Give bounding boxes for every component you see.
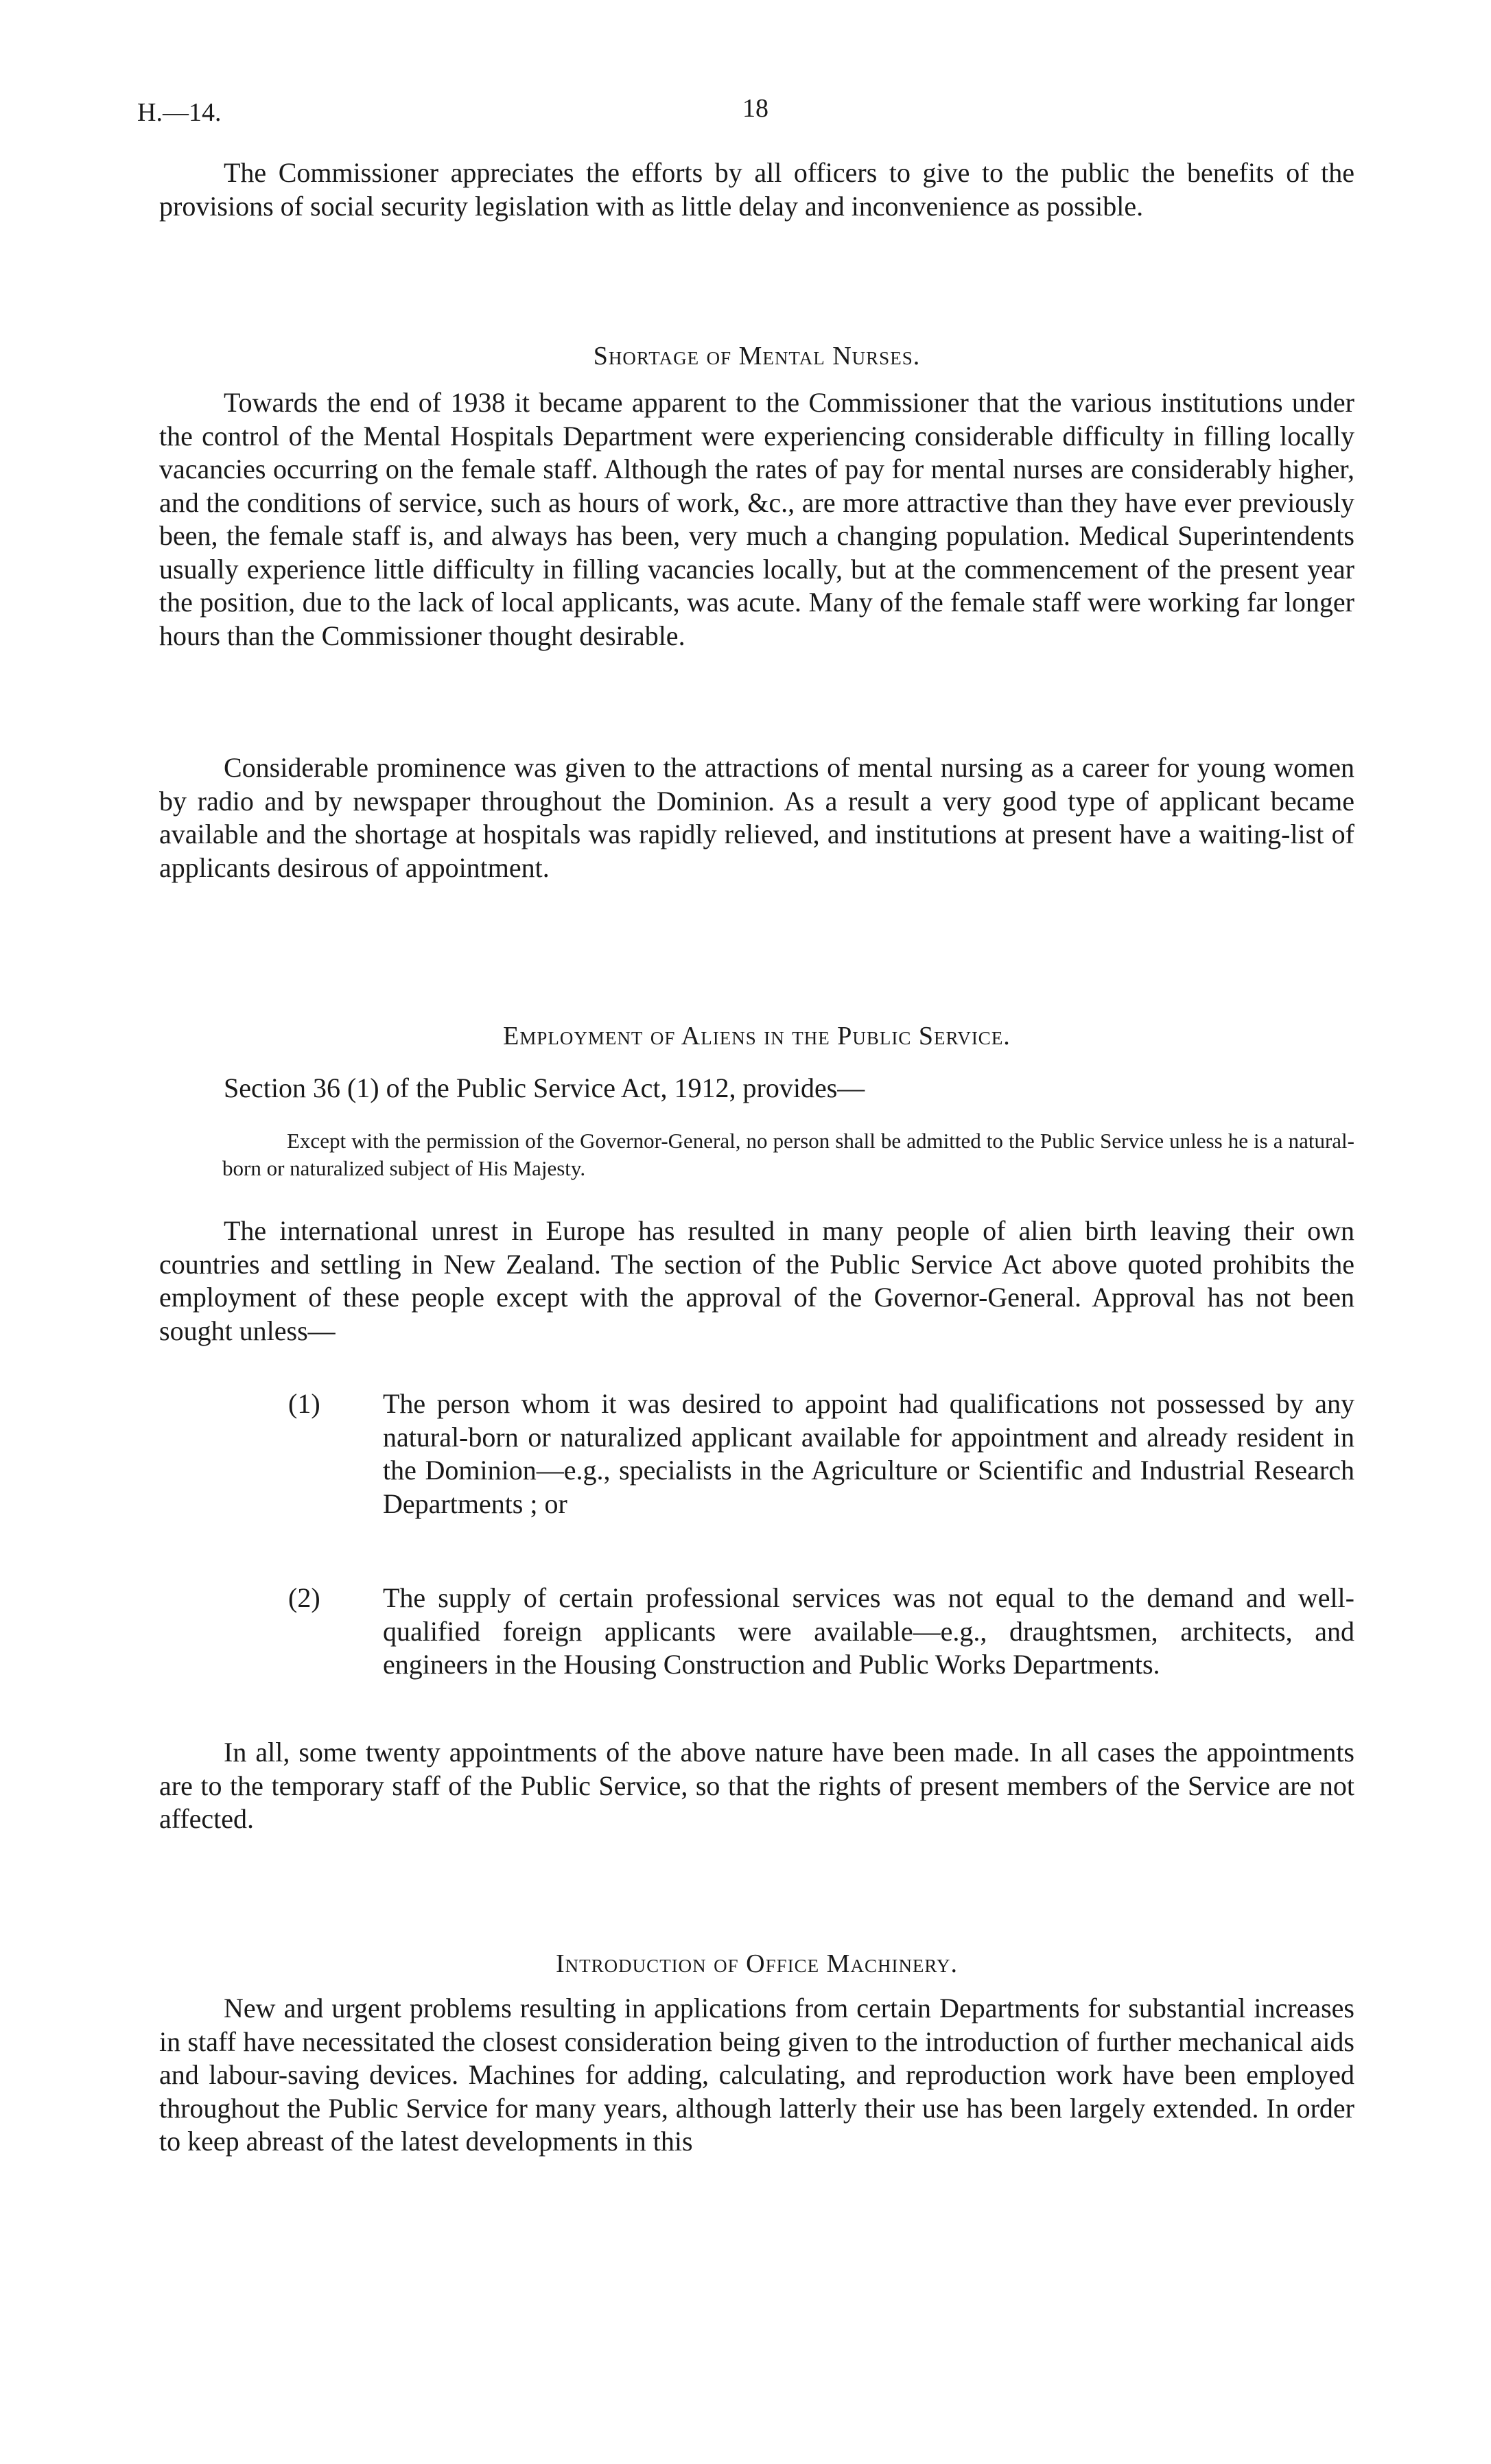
list-item-number: (1) (288, 1388, 320, 1419)
heading-office-machinery: Introduction of Office Machinery. (556, 1949, 958, 1978)
list-item-number: (2) (288, 1582, 320, 1613)
mental-nurses-section-2 (159, 751, 1354, 884)
mental-nurses-paragraph-2: Considerable prominence was given to the attractions of mental nursing as a career for young women by radio and by newspaper throughout the Dominion. As a result a very good type of applicant became available and the shortage at hospitals was rapidly relieved, and institutions at present have a waiting-list of applicants desirous of appointment. (159, 752, 1354, 883)
aliens-closing (159, 1736, 1354, 1836)
aliens-intro (159, 1072, 1354, 1105)
aliens-paragraph-3: In all, some twenty appointments of the above nature have been made. In all cases the appointments are to the temporary staff of the Public Service, so that the rights of present members of the Service are not affected. (159, 1737, 1354, 1834)
document-reference: H.—14. (137, 98, 222, 127)
mental-nurses-paragraph-1: Towards the end of 1938 it became apparent to the Commissioner that the various institutions under the control of the Mental Hospitals Department were experiencing considerable difficulty in filling locally vacancies occurring on the female staff. Although the rates of pay for mental nurses are considerably higher, and the conditions of service, such as hours of work, &c., are more attractive than they have ever previously been, the female staff is, and always has been, very much a changing population. Medical Superintendents usually experience little difficulty in filling vacancies locally, but at the commencement of the present year the position, due to the lack of local applicants, was acute. Many of the female staff were working far longer hours than the Commissioner thought desirable. (159, 387, 1354, 651)
heading-mental-nurses: Shortage of Mental Nurses. (593, 342, 921, 371)
mental-nurses-section (159, 386, 1354, 653)
aliens-paragraph-2: The international unrest in Europe has resulted in many people of alien birth leaving their own countries and settling in New Zealand. The section of the Public Service Act above quoted prohibits the employment of these people except with the approval of the Governor-General. Approval has not been sought unless— (159, 1215, 1354, 1346)
heading-aliens: Employment of Aliens in the Public Service. (503, 1022, 1011, 1051)
list-item (288, 1582, 1354, 1682)
aliens-paragraph-1: Section 36 (1) of the Public Service Act, 1912, provides— (224, 1072, 865, 1103)
list-item (288, 1387, 1354, 1521)
page-number: 18 (742, 94, 768, 123)
list-item-text: The supply of certain professional services was not equal to the demand and well-qualified foreign applicants were available—e.g., draughtsmen, architects, and engineers in the Housing Construction and Public Works Departments. (383, 1582, 1354, 1680)
office-machinery-section (159, 1992, 1354, 2159)
intro-section (159, 156, 1354, 223)
aliens-body (159, 1215, 1354, 1348)
act-quotation: Except with the permission of the Governor-General, no person shall be admitted to the Public Service unless he is a natural-born or naturalized subject of His Majesty. (222, 1129, 1354, 1180)
office-machinery-paragraph-1: New and urgent problems resulting in applications from certain Departments for substantial increases in staff have necessitated the closest consideration being given to the introduction of further mechanical aids and labour-saving devices. Machines for adding, calculating, and reproduction work have been employed throughout the Public Service for many years, although latterly their use has been largely extended. In order to keep abreast of the latest developments in this (159, 1993, 1354, 2157)
list-item-text: The person whom it was desired to appoint had qualifications not possessed by any natural-born or naturalized applicant available for appointment and already resident in the Dominion—e.g., specialists in the Agriculture or Scientific and Industrial Research Departments ; or (383, 1388, 1354, 1519)
intro-paragraph: The Commissioner appreciates the efforts by all officers to give to the public the benefits of the provisions of social security legislation with as little delay and inconvenience as possible. (159, 157, 1354, 222)
